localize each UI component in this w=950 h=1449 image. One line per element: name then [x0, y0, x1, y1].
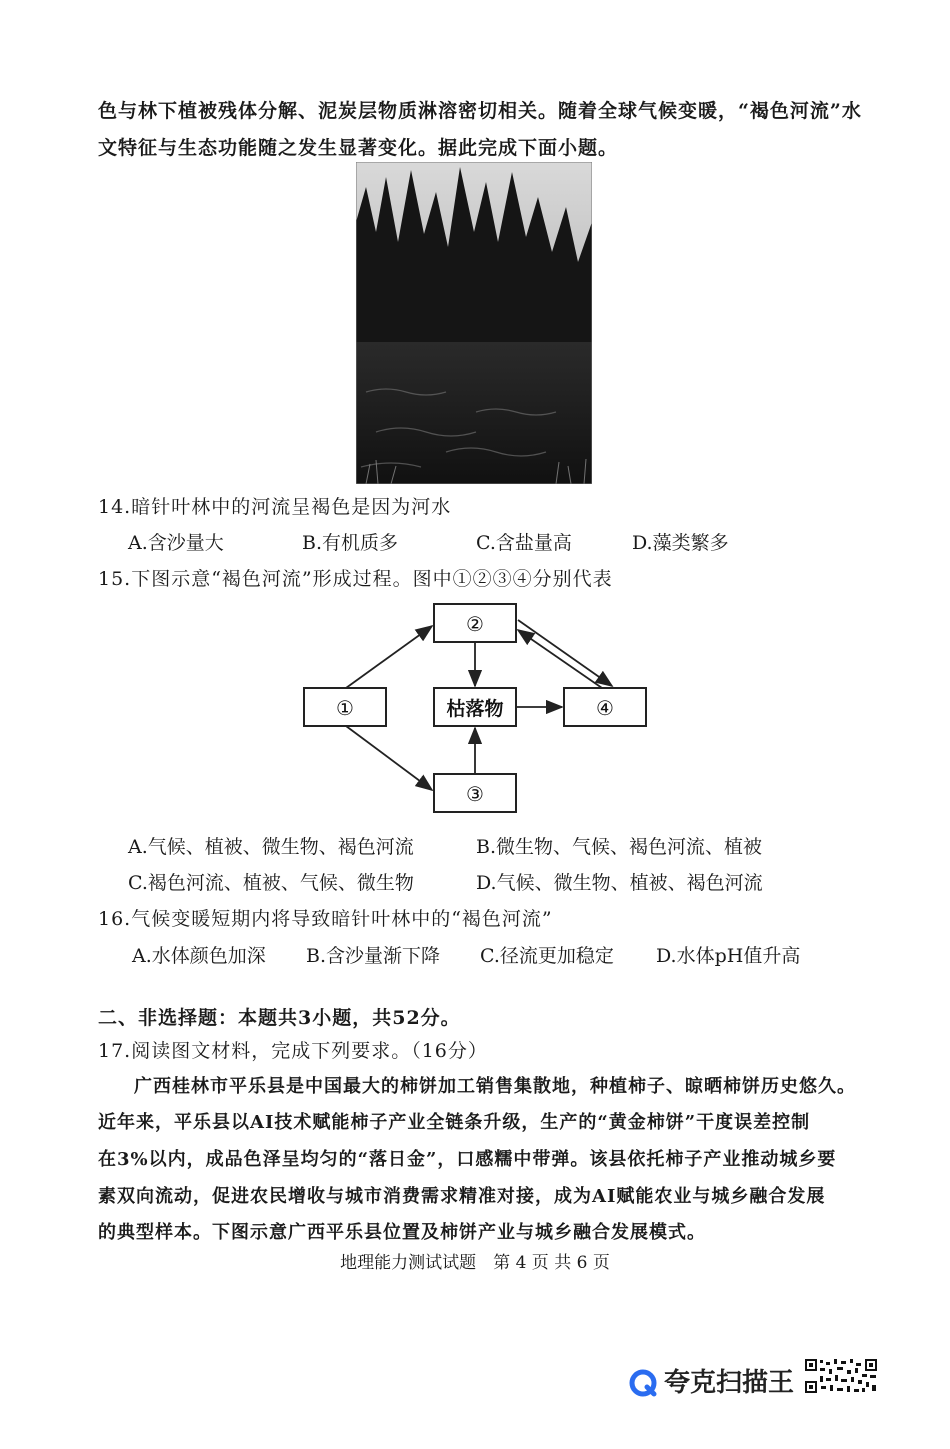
q16-stem: 16.气候变暖短期内将导致暗针叶林中的“褐色河流”: [98, 908, 553, 930]
section-2-title: 二、非选择题：本题共3小题，共52分。: [98, 1007, 461, 1029]
node-2-label: ②: [466, 612, 484, 636]
q16-option-d: D.水体pH值升高: [656, 945, 801, 967]
scanner-brand-watermark: 夸克扫描王: [664, 1368, 795, 1398]
arrow-1-to-3: [346, 726, 432, 790]
q17-text-line-3: 在3%以内，成品色泽呈均匀的“落日金”，口感糯中带弹。该县依托柿子产业推动城乡要: [98, 1149, 837, 1170]
q14-option-b: B.有机质多: [302, 532, 399, 554]
q16-option-a: A.水体颜色加深: [132, 945, 266, 967]
q14-option-c: C.含盐量高: [476, 532, 572, 554]
node-4-label: ④: [596, 696, 614, 720]
arrow-1-to-2: [346, 626, 432, 688]
q15-option-d: D.气候、微生物、植被、褐色河流: [476, 872, 763, 894]
q17-text-line-1: 广西桂林市平乐县是中国最大的柿饼加工销售集散地，种植柿子、晾晒柿饼历史悠久。: [134, 1076, 856, 1097]
q17-text-line-5: 的典型样本。下图示意广西平乐县位置及柿饼产业与城乡融合发展模式。: [98, 1222, 706, 1243]
intro-line-2: 文特征与生态功能随之发生显著变化。据此完成下面小题。: [98, 137, 619, 159]
arrow-4-to-2: [518, 630, 602, 688]
arrow-2-to-4: [518, 620, 612, 686]
q15-option-a: A.气候、植被、微生物、褐色河流: [128, 836, 414, 858]
node-1-label: ①: [336, 696, 354, 720]
node-3-label: ③: [466, 782, 484, 806]
qr-code-icon: [804, 1358, 878, 1394]
q16-option-b: B.含沙量渐下降: [306, 945, 441, 967]
q14-option-d: D.藻类繁多: [632, 532, 729, 554]
q14-stem: 14.暗针叶林中的河流呈褐色是因为河水: [98, 496, 452, 518]
intro-line-1: 色与林下植被残体分解、泥炭层物质淋溶密切相关。随着全球气候变暖，“褐色河流”水: [98, 100, 862, 122]
q14-option-a: A.含沙量大: [128, 532, 224, 554]
brown-river-flow-diagram: [296, 598, 656, 820]
forest-river-photo: [356, 162, 592, 484]
page-footer: 地理能力测试试题 第 4 页 共 6 页: [340, 1253, 610, 1273]
q16-option-c: C.径流更加稳定: [480, 945, 614, 967]
q15-stem: 15.下图示意“褐色河流”形成过程。图中①②③④分别代表: [98, 568, 613, 590]
q17-text-line-2: 近年来，平乐县以AI技术赋能柿子产业全链条升级，生产的“黄金柿饼”干度误差控制: [98, 1112, 811, 1133]
q17-text-line-4: 素双向流动，促进农民增收与城市消费需求精准对接，成为AI赋能农业与城乡融合发展: [98, 1186, 826, 1207]
q15-option-b: B.微生物、气候、褐色河流、植被: [476, 836, 763, 858]
q15-option-c: C.褐色河流、植被、气候、微生物: [128, 872, 414, 894]
scanner-logo-icon: [628, 1368, 658, 1398]
q17-stem: 17.阅读图文材料，完成下列要求。（16分）: [98, 1040, 488, 1062]
litter-label: 枯落物: [446, 698, 504, 720]
